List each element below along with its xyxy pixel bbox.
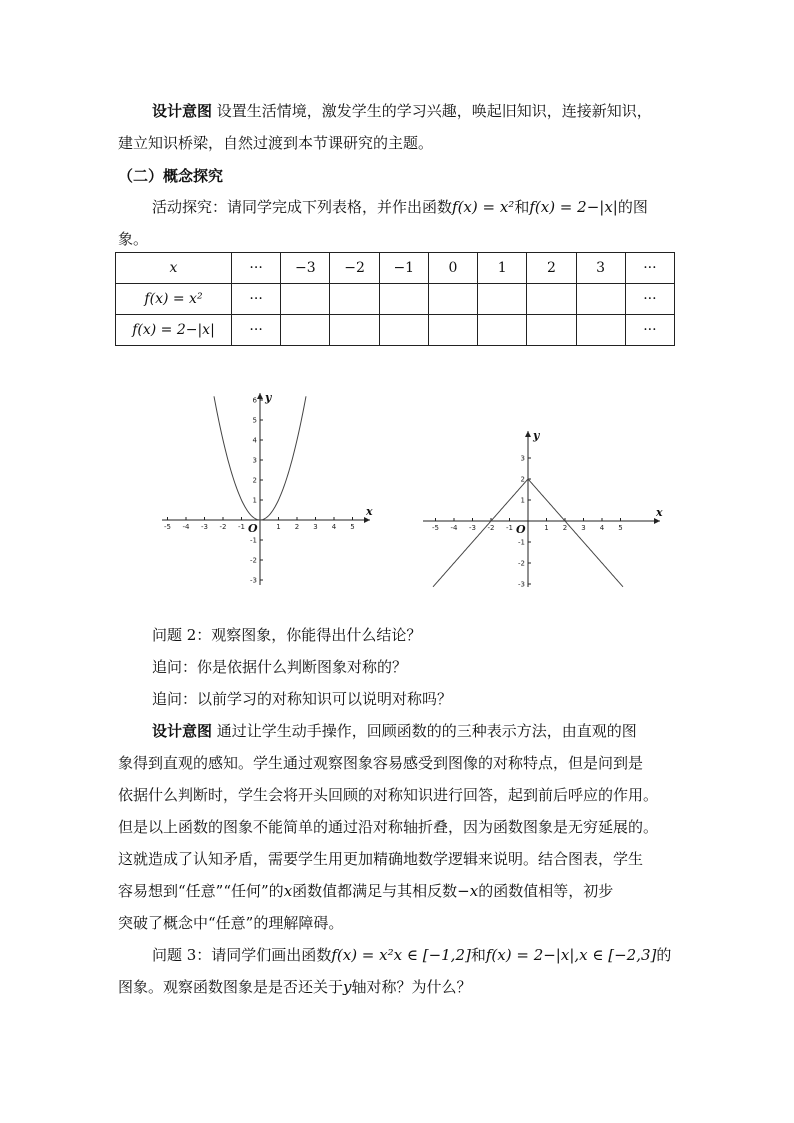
- x-tick-label: -3: [201, 523, 208, 531]
- intro-text-1: 设置生活情境，激发学生的学习兴趣，唤起旧知识，连接新知识，: [216, 102, 652, 120]
- x-tick-label: -5: [164, 523, 171, 531]
- x-tick-label: 1: [544, 524, 549, 532]
- table-cell[interactable]: [281, 315, 330, 346]
- table-cell: x: [116, 253, 232, 284]
- x-tick-label: -4: [182, 523, 190, 531]
- activity-suffix: 的图: [617, 198, 648, 216]
- table-cell: ···: [232, 315, 281, 346]
- q3-suffix: 的: [656, 946, 672, 964]
- x-tick-label: 4: [599, 524, 605, 532]
- design-line-6: [118, 880, 613, 901]
- table-cell: −3: [281, 253, 330, 284]
- table-row: [116, 284, 675, 315]
- design-line-7: 突破了概念中“任意”的理解障碍。: [118, 914, 344, 932]
- design-line-3: 依据什么判断时，学生会将开头回顾的对称知识进行回答，起到前后呼应的作用。: [118, 786, 659, 804]
- y-tick-label: 1: [520, 496, 525, 505]
- table-cell: ···: [625, 315, 674, 346]
- table-cell: 2: [527, 253, 576, 284]
- y-tick-label: 1: [252, 496, 257, 505]
- table-cell[interactable]: [527, 284, 576, 315]
- x-tick-label: -5: [432, 524, 439, 532]
- y-tick-label: 4: [252, 436, 257, 445]
- y-tick-label: 6: [252, 396, 257, 405]
- x-tick-label: -1: [238, 523, 245, 531]
- design-text-6b: 函数值都满足与其相反数: [292, 882, 458, 900]
- design-text-6c: 的函数值相等，初步: [478, 882, 614, 900]
- y-tick-label: -3: [518, 580, 525, 589]
- intro-line-1: [152, 100, 652, 121]
- activity-function-2: f(x) = 2−|x|: [529, 198, 618, 216]
- table-row: [116, 315, 675, 346]
- table-cell: ···: [625, 284, 674, 315]
- design-text-1: 通过让学生动手操作，回顾函数的的三种表示方法，由直观的图: [216, 722, 637, 740]
- q3-text-2b: 轴对称？为什么？: [351, 978, 472, 996]
- table-cell: 0: [428, 253, 477, 284]
- question-3-line-1: [152, 944, 671, 965]
- follow-up-1: 追问：你是依据什么判断图象对称的？: [152, 658, 408, 676]
- activity-prefix: 活动探究：请同学完成下列表格，并作出函数: [152, 198, 453, 216]
- table-row-label: f(x) = 2−|x|: [116, 315, 232, 346]
- intro-line-2: 建立知识桥梁，自然过渡到本节课研究的主题。: [118, 134, 434, 152]
- table-cell[interactable]: [527, 315, 576, 346]
- table-cell: ···: [232, 253, 281, 284]
- design-line-5: 这就造成了认知矛盾，需要学生用更加精确地数学逻辑来说明。结合图表，学生: [118, 850, 644, 868]
- abs-value-graph: [415, 425, 665, 595]
- q3-function-2: f(x) = 2−|x|,x ∈ [−2,3]: [485, 946, 657, 964]
- y-axis-label: y: [533, 429, 540, 442]
- x-axis-label: x: [656, 506, 663, 519]
- table-header-row: [116, 253, 675, 284]
- table-cell[interactable]: [330, 315, 379, 346]
- y-tick-label: 3: [252, 456, 257, 465]
- activity-function-1: f(x) = x²: [452, 198, 515, 216]
- table-row-label: f(x) = x²: [116, 284, 232, 315]
- y-tick-label: 2: [520, 475, 525, 484]
- table-cell: ···: [232, 284, 281, 315]
- y-axis-label: y: [265, 391, 272, 404]
- design-var-neg-x: −x: [457, 882, 479, 900]
- origin-label: O: [516, 523, 526, 536]
- table-cell[interactable]: [478, 284, 527, 315]
- value-table: [115, 252, 675, 346]
- table-cell[interactable]: [576, 284, 625, 315]
- table-cell[interactable]: [428, 315, 477, 346]
- table-cell: 1: [478, 253, 527, 284]
- x-tick-label: 5: [618, 524, 623, 532]
- y-tick-label: -2: [250, 556, 257, 565]
- y-tick-label: 2: [252, 476, 257, 485]
- x-tick-label: -2: [487, 524, 495, 532]
- design-var-x: x: [283, 882, 293, 900]
- x-tick-label: 4: [331, 523, 337, 531]
- q3-mid: 和: [470, 946, 486, 964]
- q3-function-1: f(x) = x²x ∈ [−1,2]: [331, 946, 471, 964]
- table-cell[interactable]: [379, 315, 428, 346]
- x-tick-label: -1: [506, 524, 513, 532]
- q3-var-y: y: [343, 978, 352, 996]
- q3-text-2a: 图象。观察函数图象是是否还关于: [118, 978, 344, 996]
- table-cell[interactable]: [428, 284, 477, 315]
- activity-mid: 和: [514, 198, 530, 216]
- table-cell: −2: [330, 253, 379, 284]
- y-tick-label: 3: [520, 454, 525, 463]
- activity-line-1: [152, 196, 648, 217]
- design-line-1: [152, 720, 637, 741]
- x-tick-label: -4: [450, 524, 458, 532]
- intro-label: 设计意图: [152, 102, 213, 120]
- x-axis-label: x: [366, 505, 373, 518]
- table-cell[interactable]: [478, 315, 527, 346]
- origin-label: O: [248, 522, 258, 535]
- y-axis-arrow: [525, 431, 531, 437]
- section-heading: （二）概念探究: [118, 167, 224, 185]
- x-tick-label: 2: [562, 524, 568, 532]
- x-tick-label: 5: [350, 523, 355, 531]
- table-cell[interactable]: [379, 284, 428, 315]
- y-axis-arrow: [257, 393, 263, 399]
- y-tick-label: -1: [518, 538, 525, 547]
- y-tick-label: -3: [250, 576, 257, 585]
- table-cell[interactable]: [576, 315, 625, 346]
- question-2: 问题 2：观察图象，你能得出什么结论？: [152, 626, 422, 644]
- x-tick-label: 1: [276, 523, 281, 531]
- design-line-2: 象得到直观的感知。学生通过观察图象容易感受到图像的对称特点，但是问到是: [118, 754, 644, 772]
- q3-prefix: 问题 3：请同学们画出函数: [152, 946, 332, 964]
- table-cell: −1: [379, 253, 428, 284]
- table-cell[interactable]: [330, 284, 379, 315]
- activity-line-2: 象。: [118, 230, 149, 248]
- y-tick-label: 5: [252, 416, 257, 425]
- x-tick-label: -3: [469, 524, 476, 532]
- x-tick-label: 3: [313, 523, 318, 531]
- x-tick-label: -2: [219, 523, 227, 531]
- x-tick-label: 2: [294, 523, 300, 531]
- x-tick-label: 3: [581, 524, 586, 532]
- follow-up-2: 追问：以前学习的对称知识可以说明对称吗？: [152, 690, 453, 708]
- design-text-6a: 容易想到“任意”“任何”的: [118, 882, 284, 900]
- table-cell[interactable]: [281, 284, 330, 315]
- table-cell: 3: [576, 253, 625, 284]
- y-tick-label: -2: [518, 559, 525, 568]
- parabola-graph: [150, 385, 380, 590]
- table-cell: ···: [625, 253, 674, 284]
- design-line-4: 但是以上函数的图象不能简单的通过沿对称轴折叠，因为函数图象是无穷延展的。: [118, 818, 659, 836]
- question-3-line-2: [118, 976, 472, 997]
- y-tick-label: -1: [250, 536, 257, 545]
- design-label: 设计意图: [152, 722, 213, 740]
